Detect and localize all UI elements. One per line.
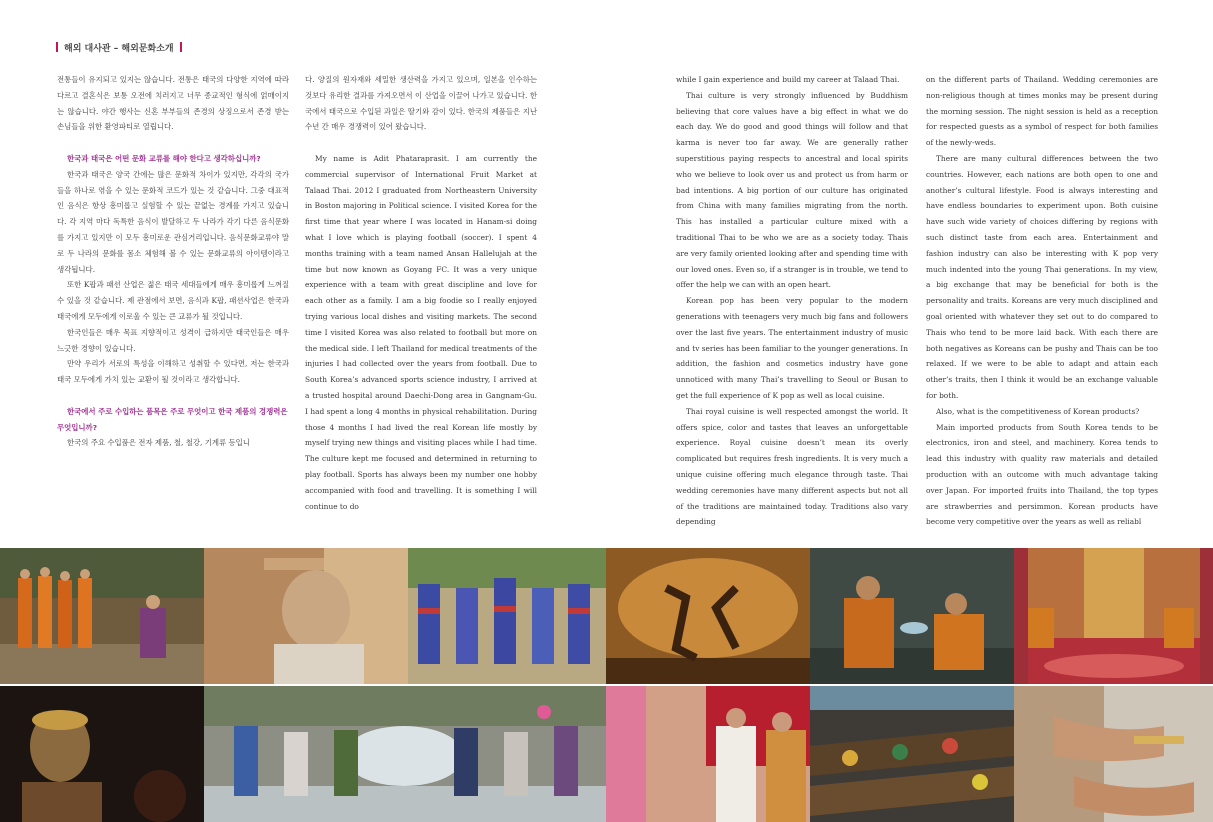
photo-boxer-prayer xyxy=(0,686,204,822)
text-column-3 xyxy=(676,72,908,530)
interview-question: 한국에서 주로 수입하는 품목은 주로 무엇이고 한국 제품의 경쟁력은 무엇입니까? xyxy=(57,406,288,432)
photo-muay-thai-fighters xyxy=(606,548,810,684)
paragraph: while I gain experience and build my career at Talaad Thai. xyxy=(676,75,900,84)
paragraph: Thai culture is very strongly influenced by Buddhism believing that core values have a big effect in what we do each day. We do good and good things will follow and that karma is never too far away. We are generally rather superstitious paying respects to ancestral and local spirits who we believe to look over us and protect us from harm or bad intentions. A big portion of our culture has originated from China with many families migrating from the north. This has installed a particular culture mixed with a traditional Thai to be who we are as a society today. Thais are very family oriented looking after and spending time with our loved ones. Even so, if a stranger is in trouble, we tend to offer the help we can with an open heart. xyxy=(676,90,908,290)
photo-head-shaving xyxy=(204,548,408,684)
text-column-4 xyxy=(926,72,1158,530)
photo-songkran-festival xyxy=(204,686,606,822)
paragraph: 또한 K팝과 패션 산업은 젊은 태국 세대들에게 매우 흥미롭게 느껴질 수 있을 것 같습니다. 제 관점에서 보면, 음식과 K팝, 패션사업은 한국과 태국에게 모두에게 이로울 수 있는 큰 교류가 될 것입니다. xyxy=(57,280,289,321)
photo-blessing-hands xyxy=(1014,686,1213,822)
photo-collage xyxy=(0,548,1213,822)
paragraph: on the different parts of Thailand. Wedding ceremonies are non-religious though at times monks may be present during the morning session. The night session is held as a reception for respected guests as a symbol of respect for both families of the newly-weds. xyxy=(926,75,1158,148)
paragraph: Also, what is the competitiveness of Korean products? xyxy=(936,406,1140,416)
paragraph: There are many cultural differences between the two countries. However, each nations are both open to one and another’s cultural lifestyle. Food is always interesting and have endless boundaries to experiment upon. Both cuisine have such wide variety of choices differing by regions with such distinct taste from each area. Entertainment and fashion industry can also be interesting with K pop very much indented into the young Thai generations. In my view, a big exchange that may be beneficial for both is the personality and traits. Koreans are very much disciplined and goal oriented with whatever they set out to do compared to Thais who tend to be more laid back. With each there are both negatives as Koreans can be pushy and Thais can be too relaxed. If we were to be able to adapt and attain each other’s traits, then I think it would be an exchange valuable for both. xyxy=(926,153,1158,400)
interview-question: 한국과 태국은 어떤 문화 교류를 해야 한다고 생각하십니까? xyxy=(67,153,261,163)
photo-novice-monks xyxy=(810,548,1014,684)
paragraph: 한국과 태국은 양국 간에는 많은 문화적 차이가 있지만, 각각의 국가들을 하나로 엮을 수 있는 문화적 코드가 있는 것 같습니다. 그중 대표적인 음식은 항상 흥미롭고 실험할 수 있는 끝없는 경계를 가지고 있습니다. 각 지역 마다 독특한 음식이 발달하고 두 나라가 각기 다른 음식문화를 가지고 있지만 이 모두 흥미로운 관심거리입니다. 음식문화교류야 말로 두 나라의 문화를 몸소 체험해 볼 수 있는 문화교류의 아이템이라고 생각됩니다. xyxy=(57,169,289,274)
photo-wedding-ceremony xyxy=(606,686,810,822)
paragraph: 만약 우리가 서로의 특성을 이해하고 성취할 수 있다면, 저는 한국과 태국 모두에게 가치 있는 교환이 될 것이라고 생각합니다. xyxy=(57,359,289,385)
photo-dancers xyxy=(408,548,606,684)
text-column-1 xyxy=(57,72,289,451)
photo-floating-market xyxy=(810,686,1014,822)
paragraph: 다. 양질의 원자재와 세밀한 생산력을 가지고 있으며, 일본을 인수하는 것보다 유리한 결과를 가져오면서 이 산업을 이끌어 나가고 있습니다. 한국에서 태국으로 수입된 과일은 딸기와 감이 있다. 한국의 제품들은 지난 수년 간 매우 경쟁력이 있어 왔습니다. xyxy=(305,75,537,132)
photo-temple-ceremony xyxy=(1014,548,1213,684)
paragraph: Korean pop has been very popular to the modern generations with teenagers very much big fans and followers over the last five years. The entertainment industry of music and tv series has been familiar to the younger generations. In addition, the fashion and cosmetics industry have gone unnoticed with many Thai’s travelling to Seoul or Busan to get the full experience of K pop as well as local cuisine. xyxy=(676,296,908,400)
header-title: 해외 대사관 – 해외문화소개 xyxy=(64,43,174,54)
paragraph: Main imported products from South Korea tends to be electronics, iron and steel, and machinery. Korea tends to lead this industry with quality raw materials and detailed production with an outcome with much advantage taking over Japan. For imported fruits into Thailand, the top types are strawberries and persimmon. Korean products have become very competitive over the years as well as reliabl xyxy=(926,422,1158,527)
paragraph: 전통들이 유지되고 있지는 않습니다. 전통은 태국의 다양한 지역에 따라 다르고 결혼식은 보통 오전에 치러지고 너무 종교적인 형식에 얽매이지는 않습니다. 야간 행사는 신혼 부부들의 존경의 상징으로서 존경 받는 손님들을 위한 환영파티로 열립니다. xyxy=(57,75,289,132)
header-bar-left xyxy=(56,42,58,52)
paragraph: 한국인들은 매우 목표 지향적이고 성격이 급하지만 태국인들은 매우 느긋한 경향이 있습니다. xyxy=(57,327,289,353)
paragraph: Thai royal cuisine is well respected amongst the world. It offers spice, color and tastes that leaves an unforgettable experience. Royal cuisine doesn’t mean its overly complicated but requires fresh ingredients. It is very much a unique cuisine offering much elegance through taste. Thai wedding ceremonies have many different aspects but not all of the traditions are maintained today. Traditions also vary depending xyxy=(676,406,908,527)
page-header xyxy=(56,40,182,54)
text-column-2 xyxy=(305,72,537,514)
paragraph: My name is Adit Phataraprasit. I am currently the commercial supervisor of International Fruit Market at Talaad Thai. 2012 I graduated from Northeastern University in Boston majoring in Political science. I visited Korea for the first time that year where I was located in Hanam-si doing what I love which is playing football (soccer). I spent 4 months training with a team named Ansan Hallelujah at the time but now known as Goyang FC. It was a very unique experience with a team with great discipline and love for each other as a family. I am a big foodie so I really enjoyed trying various local dishes and visiting markets. The second time I visited Korea was also related to football but more on the medical side. I left Thailand for medical treatments of the injuries I had collected over the years from football. Due to South Korea’s advanced sports science industry, I arrived at a trusted hospital around Daechi-Dong area in Gangnam-Gu. I had spent a long 4 months in physical rehabilitation. During those 4 months I had lived the real Korean life mostly by myself trying new things and visiting places while I had time. The culture kept me focused and determined in returning to play football. Sports has always been my number one hobby accompanied with food and travelling. It is something I will continue to do xyxy=(305,153,537,511)
header-bar-right xyxy=(180,42,182,52)
photo-monks-alms xyxy=(0,548,204,684)
paragraph: 한국의 주요 수입품은 전자 제품, 철, 철강, 기계류 등입니 xyxy=(67,438,250,448)
